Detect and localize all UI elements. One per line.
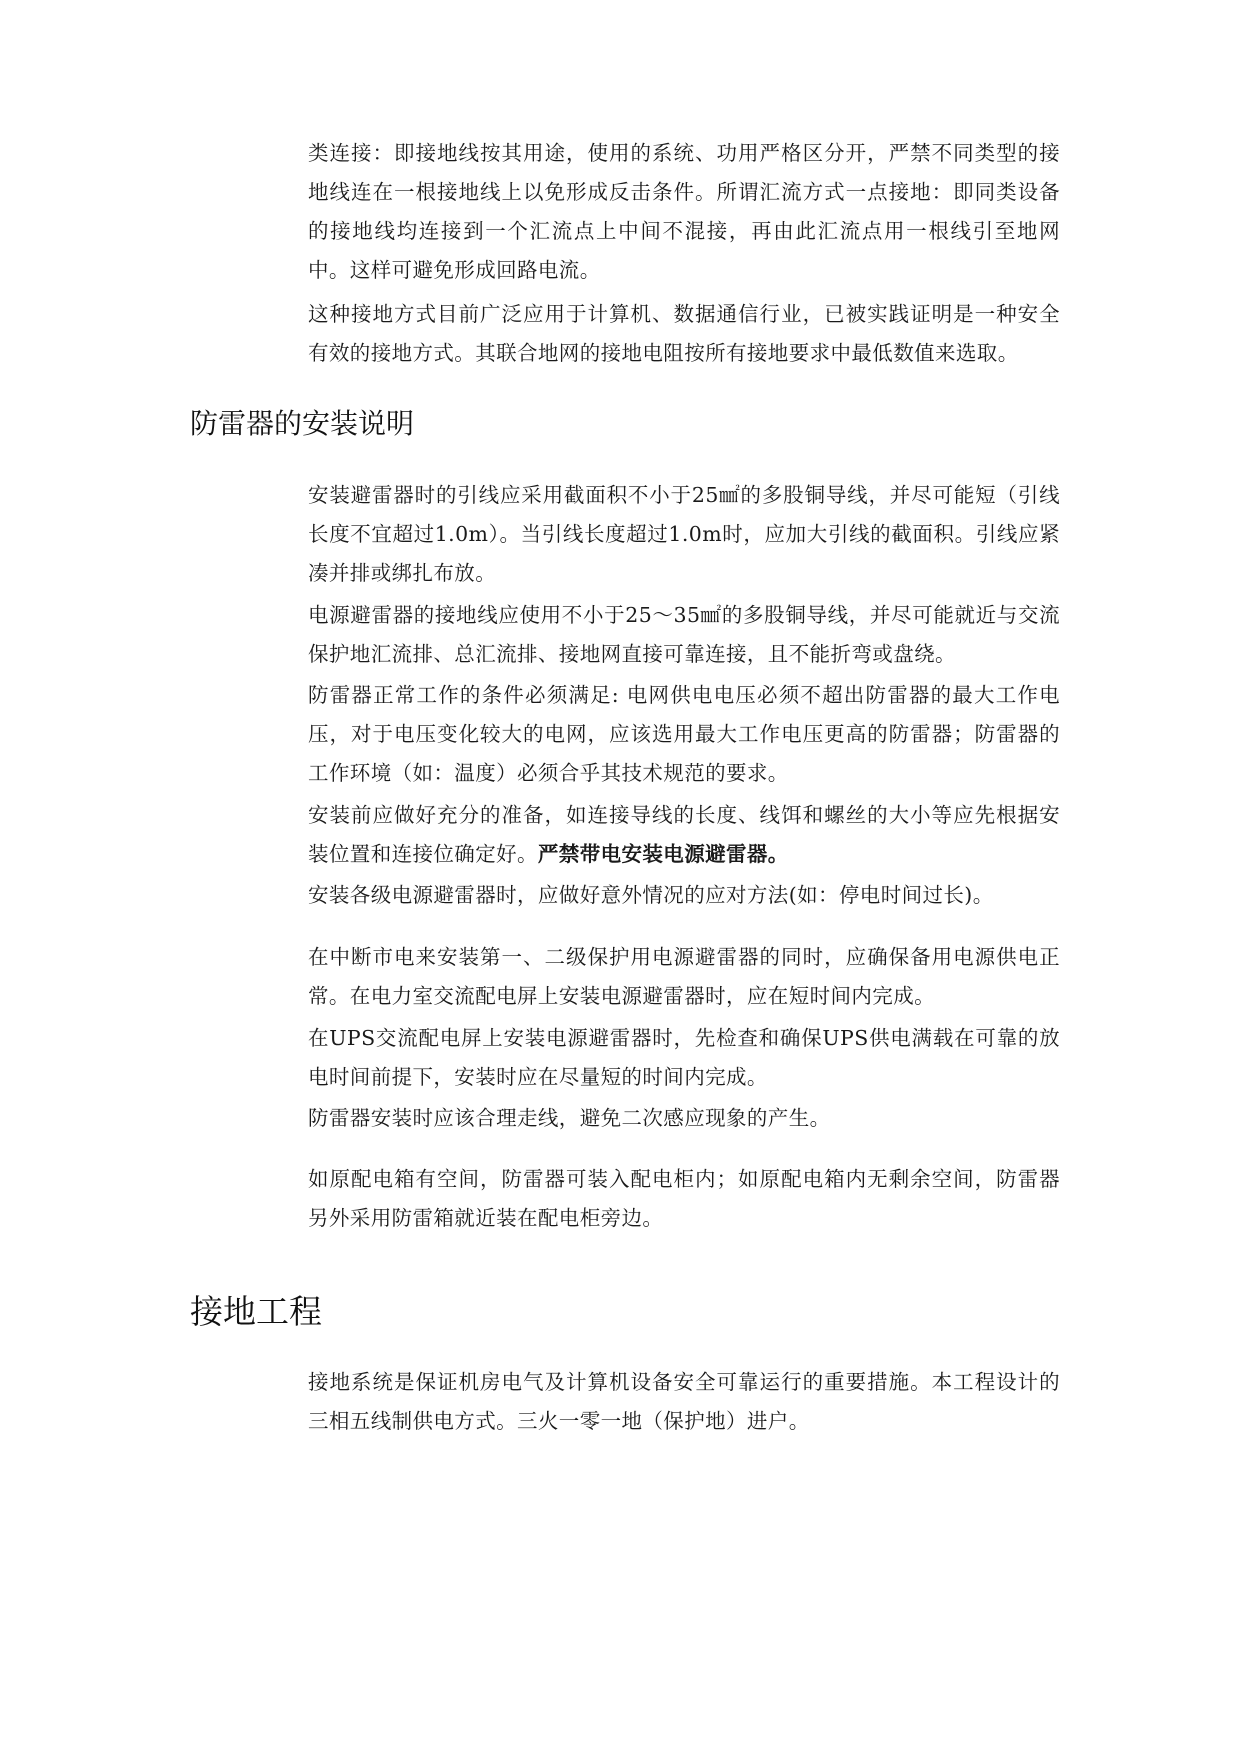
paragraph-preparation xyxy=(308,796,1060,874)
paragraph-backup-power: 在中断市电来安装第一、二级保护用电源避雷器的同时，应确保备用电源供电正常。在电力室交流配电屏上安装电源避雷器时，应在短时间内完成。 xyxy=(308,945,1060,1008)
paragraph-lead-wire: 安装避雷器时的引线应采用截面积不小于25㎟的多股铜导线，并尽可能短（引线长度不宜超过1.0m）。当引线长度超过1.0m时，应加大引线的截面积。引线应紧凑并排或绑扎布放。 xyxy=(308,483,1060,585)
paragraph-grounding-methods: 类连接：即接地线按其用途，使用的系统、功用严格区分开，严禁不同类型的接地线连在一根接地线上以免形成反击条件。所谓汇流方式一点接地：即同类设备的接地线均连接到一个汇流点上中间不混接，再由此汇流点用一根线引至地网中。这样可避免形成回路电流。 xyxy=(308,141,1060,282)
paragraph-working-conditions: 防雷器正常工作的条件必须满足: 电网供电电压必须不超出防雷器的最大工作电压，对于电压变化较大的电网，应该选用最大工作电压更高的防雷器；防雷器的工作环境（如：温度）必须合乎其技术规范的要求。 xyxy=(308,683,1060,785)
paragraph-wiring: 防雷器安装时应该合理走线，避免二次感应现象的产生。 xyxy=(308,1106,831,1130)
warning-text: 严禁带电安装电源避雷器。 xyxy=(537,842,789,866)
paragraph-contingency: 安装各级电源避雷器时，应做好意外情况的应对方法(如：停电时间过长)。 xyxy=(308,883,994,907)
section-title-arrester-install: 防雷器的安装说明 xyxy=(190,407,415,440)
preparation-text: 安装前应做好充分的准备，如连接导线的长度、线饵和螺丝的大小等应先根据安装位置和连接位确定好。 xyxy=(308,803,1060,866)
paragraph-grounding-application: 这种接地方式目前广泛应用于计算机、数据通信行业，已被实践证明是一种安全有效的接地方式。其联合地网的接地电阻按所有接地要求中最低数值来选取。 xyxy=(308,302,1060,365)
paragraph-arrester-box: 如原配电箱有空间，防雷器可装入配电柜内；如原配电箱内无剩余空间，防雷器另外采用防雷箱就近装在配电柜旁边。 xyxy=(308,1167,1060,1230)
paragraph-grounding-system: 接地系统是保证机房电气及计算机设备安全可靠运行的重要措施。本工程设计的三相五线制供电方式。三火一零一地（保护地）进户。 xyxy=(308,1370,1060,1433)
section-title-grounding: 接地工程 xyxy=(190,1292,322,1331)
paragraph-ground-wire: 电源避雷器的接地线应使用不小于25～35㎟的多股铜导线，并尽可能就近与交流保护地汇流排、总汇流排、接地网直接可靠连接，且不能折弯或盘绕。 xyxy=(308,603,1060,666)
paragraph-ups-install: 在UPS交流配电屏上安装电源避雷器时，先检查和确保UPS供电满载在可靠的放电时间前提下，安装时应在尽量短的时间内完成。 xyxy=(308,1026,1060,1089)
